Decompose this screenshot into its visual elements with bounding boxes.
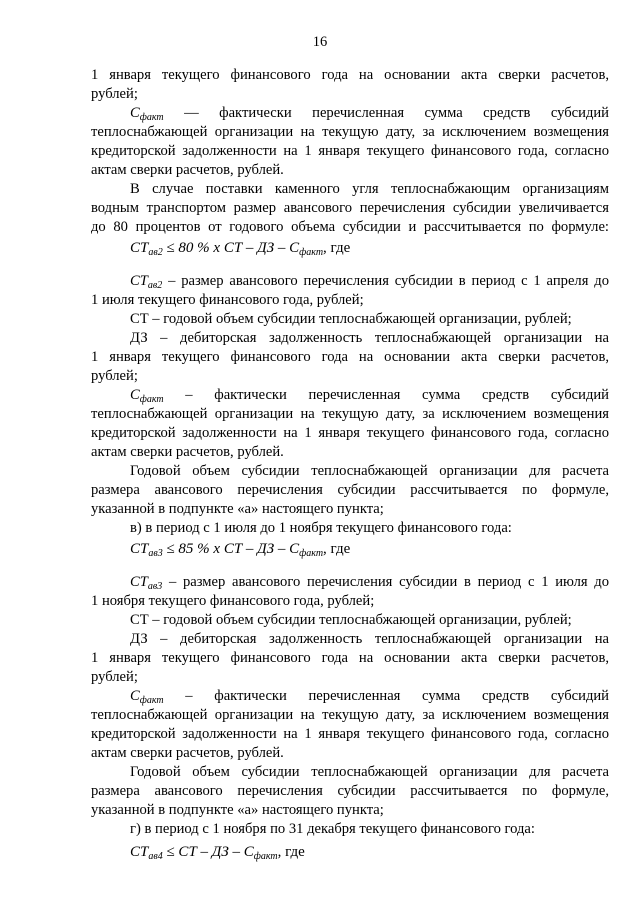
text-line: теплоснабжающей организации на текущую дату, за исключением возмещения <box>91 124 609 140</box>
text-line: СТ – годовой объем субсидии теплоснабжающей организации, рублей; <box>130 311 572 327</box>
definition-line: $СТ_{ав3}$ – размер авансового перечисления субсидии в период с 1 июля до <box>130 574 610 592</box>
text-line: в) в период с 1 июля до 1 ноября текущего финансового года: <box>130 520 512 536</box>
text-line: ДЗ – дебиторская задолженность теплоснабжающей организации на <box>130 631 609 647</box>
definition-line: $С_{факт}$ – фактически перечисленная сумма средств субсидий <box>130 688 609 706</box>
text-line: 1 января текущего финансового года на основании акта сверки расчетов, <box>91 67 609 83</box>
text-line: СТ – годовой объем субсидии теплоснабжающей организации, рублей; <box>130 612 572 628</box>
text-line: 1 ноября текущего финансового года, рублей; <box>91 593 375 609</box>
text-line: рублей; <box>91 669 138 685</box>
text-line: водным транспортом размер авансового перечисления субсидии увеличивается <box>91 200 609 216</box>
text-line: актам сверки расчетов, рублей. <box>91 444 284 460</box>
text-line: 1 июля текущего финансового года, рублей; <box>91 292 364 308</box>
text-line: актам сверки расчетов, рублей. <box>91 162 284 178</box>
text-line: В случае поставки каменного угля теплоснабжающим организациям <box>130 181 609 197</box>
text-line: кредиторской задолженности на 1 января текущего финансового года, согласно <box>91 143 609 159</box>
text-line: кредиторской задолженности на 1 января текущего финансового года, согласно <box>91 726 609 742</box>
definition-line: $СТ_{ав2}$ – размер авансового перечисления субсидии в период с 1 апреля до <box>130 273 609 291</box>
text-line: рублей; <box>91 368 138 384</box>
text-line: кредиторской задолженности на 1 января текущего финансового года, согласно <box>91 425 609 441</box>
term-subscript: факт <box>139 112 164 123</box>
text-line: размера авансового перечисления субсидии рассчитывается по формуле, <box>91 783 609 799</box>
definition-text: — фактически перечисленная сумма средств субсидий <box>184 105 609 121</box>
text-line: Годовой объем субсидии теплоснабжающей организации для расчета <box>130 463 609 479</box>
text-line: ДЗ – дебиторская задолженность теплоснабжающей организации на <box>130 330 609 346</box>
text-line: размера авансового перечисления субсидии рассчитывается по формуле, <box>91 482 609 498</box>
text-line: г) в период с 1 ноября по 31 декабря текущего финансового года: <box>130 821 535 837</box>
text-line: теплоснабжающей организации на текущую дату, за исключением возмещения <box>91 707 609 723</box>
formula-av4: $СТ_{ав4}$ ≤ СТ – ДЗ – $С_{факт}$, где <box>130 844 305 862</box>
definition-line: $С_{факт}$ – фактически перечисленная сумма средств субсидий <box>130 387 609 405</box>
text-line: теплоснабжающей организации на текущую дату, за исключением возмещения <box>91 406 609 422</box>
formula-av2: $СТ_{ав2} \le 80$ % х СТ – ДЗ – $С_{факт}$, где <box>130 240 351 258</box>
formula-av3: $СТ_{ав3} \le 85$ % х СТ – ДЗ – $С_{факт}$, где <box>130 541 351 559</box>
text-line: 1 января текущего финансового года на основании акта сверки расчетов, <box>91 349 609 365</box>
page-number: 16 <box>312 34 328 50</box>
text-line: указанной в подпункте «а» настоящего пункта; <box>91 802 384 818</box>
text-line: до 80 процентов от годового объема субсидии и рассчитывается по формуле: <box>91 219 609 235</box>
text-line: актам сверки расчетов, рублей. <box>91 745 284 761</box>
text-line: указанной в подпункте «а» настоящего пункта; <box>91 501 384 517</box>
text-line: Годовой объем субсидии теплоснабжающей организации для расчета <box>130 764 609 780</box>
text-line: рублей; <box>91 86 138 102</box>
term-c: С <box>130 105 140 121</box>
text-line: 1 января текущего финансового года на основании акта сверки расчетов, <box>91 650 609 666</box>
